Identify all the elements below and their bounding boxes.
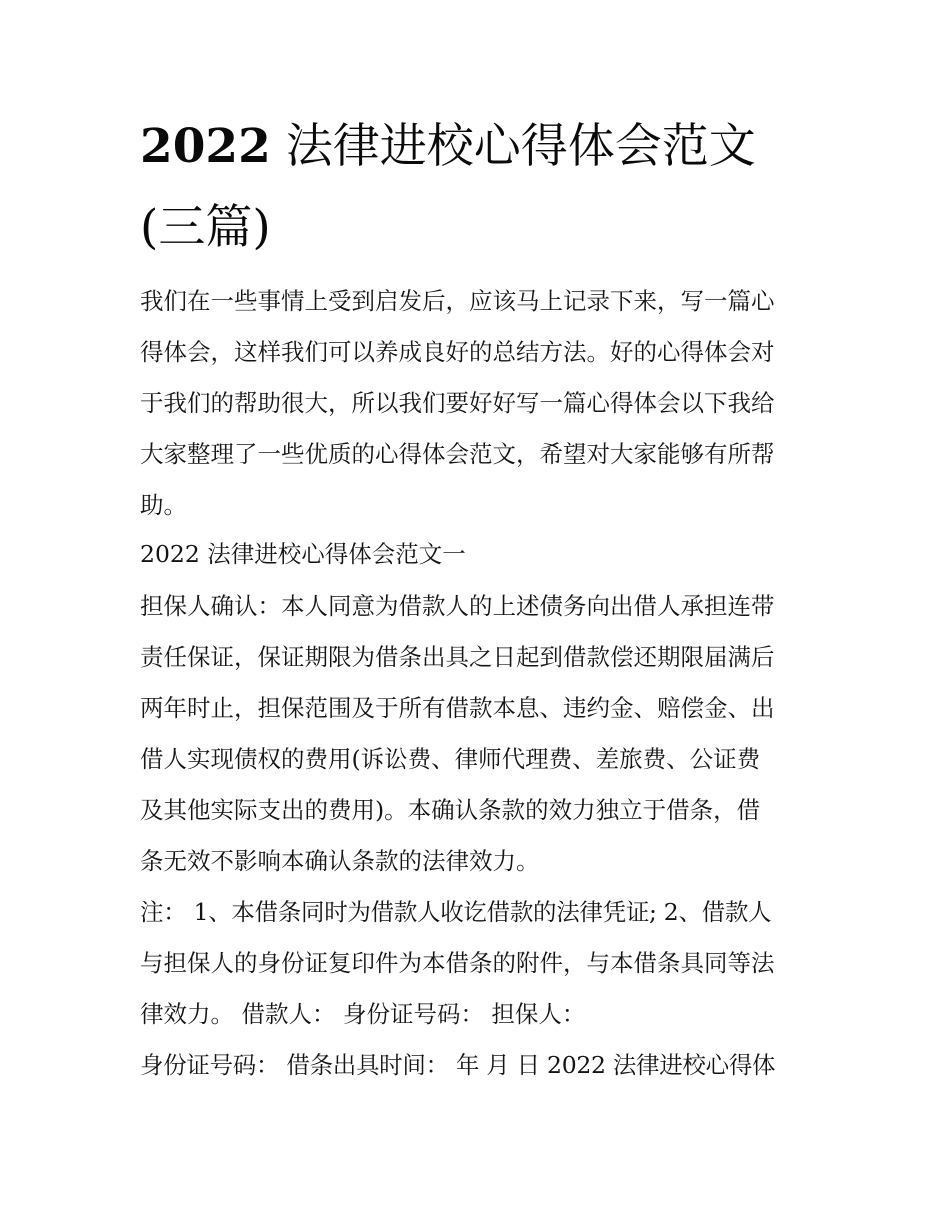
document-title-line-2: (三篇) <box>140 200 271 255</box>
body-line-9: 借人实现债权的费用(诉讼费、律师代理费、差旅费、公证费 <box>140 745 761 773</box>
body-line-2: 得体会，这样我们可以养成良好的总结方法。好的心得体会对 <box>140 338 775 366</box>
document-title-line-1 <box>140 112 820 182</box>
body-line-3: 于我们的帮助很大，所以我们要好好写一篇心得体会以下我给 <box>140 389 775 417</box>
body-line-4: 大家整理了一些优质的心得体会范文，希望对大家能够有所帮 <box>140 440 775 468</box>
note-line-1: 注： 1、本借条同时为借款人收讫借款的法律凭证; 2、借款人 <box>140 898 772 926</box>
body-line-7: 责任保证，保证期限为借条出具之日起到借款偿还期限届满后 <box>140 643 775 671</box>
title-year: 2022 <box>140 119 271 174</box>
body-line-10: 及其他实际支出的费用)。本确认条款的效力独立于借条，借 <box>140 796 761 824</box>
body-line-1: 我们在一些事情上受到启发后，应该马上记录下来，写一篇心 <box>140 287 775 315</box>
title-text: 法律进校心得体会范文 <box>285 119 756 174</box>
note-line-4: 身份证号码： 借条出具时间： 年 月 日 2022 法律进校心得体 <box>140 1051 776 1079</box>
body-line-8: 两年时止，担保范围及于所有借款本息、违约金、赔偿金、出 <box>140 694 775 722</box>
note-line-3: 律效力。 借款人： 身份证号码： 担保人： <box>140 1000 586 1028</box>
body-line-11: 条无效不影响本确认条款的法律效力。 <box>140 847 540 875</box>
body-line-6: 担保人确认：本人同意为借款人的上述债务向出借人承担连带 <box>140 592 775 620</box>
body-line-5: 助。 <box>140 491 187 519</box>
section-heading-1: 2022 法律进校心得体会范文一 <box>140 540 466 568</box>
note-line-2: 与担保人的身份证复印件为本借条的附件，与本借条具同等法 <box>140 949 775 977</box>
